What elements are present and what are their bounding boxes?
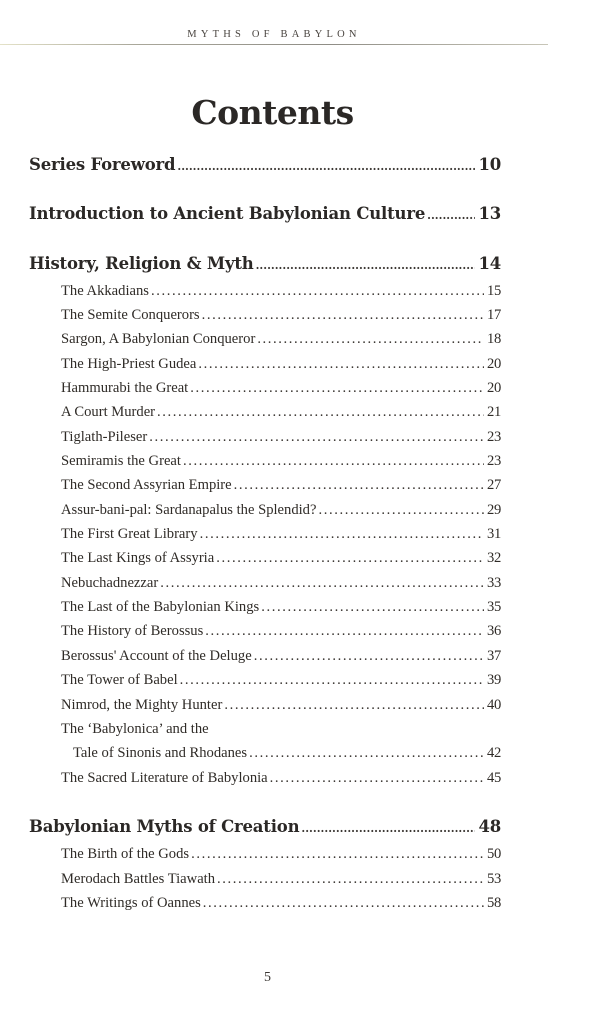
toc-subentry	[61, 307, 501, 324]
toc-subentry	[61, 356, 501, 373]
dot-leader	[256, 259, 476, 272]
toc-entry-page-number: 42	[487, 745, 501, 761]
toc-entry-title: The Akkadians	[61, 283, 149, 299]
page-number: 5	[264, 970, 271, 985]
toc-section-entry	[29, 254, 501, 273]
toc-subentry	[61, 429, 501, 446]
toc-subentry	[61, 380, 501, 397]
toc-entry-title: Merodach Battles Tiawath	[61, 871, 216, 887]
dot-leader	[160, 575, 484, 592]
toc-entry-page-number: 18	[487, 331, 501, 347]
dot-leader	[318, 502, 484, 519]
dot-leader	[261, 599, 484, 616]
dot-leader	[203, 895, 484, 912]
toc-entry-title: Tiglath-Pileser	[61, 429, 148, 445]
toc-entry-page-number: 20	[487, 380, 501, 396]
toc-entry-title: Berossus' Account of the Deluge	[61, 648, 252, 664]
toc-entry-title: The History of Berossus	[61, 623, 204, 639]
toc-entry-title: The Semite Conquerors	[61, 307, 200, 323]
toc-subentry	[61, 502, 501, 519]
toc-entry-page-number: 31	[487, 526, 501, 542]
toc-entry-page-number: 50	[487, 846, 501, 862]
toc-subentry	[61, 895, 501, 912]
toc-subentry	[61, 648, 501, 665]
toc-entry-page-number: 23	[487, 453, 501, 469]
toc-subentry	[61, 453, 501, 470]
dot-leader	[224, 697, 484, 714]
toc-entry-title: Introduction to Ancient Babylonian Culture	[29, 204, 426, 223]
dot-leader	[177, 160, 475, 173]
toc-entry-page-number: 20	[487, 356, 501, 372]
toc-entry-title: The ‘Babylonica’ and the	[61, 721, 209, 737]
dot-leader	[217, 871, 484, 888]
toc-section-entry	[29, 817, 501, 836]
toc-entry-title: The Birth of the Gods	[61, 846, 190, 862]
toc-section-entry	[29, 155, 501, 174]
dot-leader	[200, 526, 484, 543]
toc-entry-page-number: 37	[487, 648, 501, 664]
dot-leader	[234, 477, 484, 494]
toc-subentry	[61, 721, 501, 738]
toc-subentry	[61, 404, 501, 421]
toc-entry-page-number: 58	[487, 895, 501, 911]
dot-leader	[157, 404, 484, 421]
toc-section-entry	[29, 204, 501, 223]
toc-entry-title: History, Religion & Myth	[29, 254, 254, 273]
toc-entry-title: The Last Kings of Assyria	[61, 550, 215, 566]
toc-subentry	[61, 770, 501, 787]
toc-entry-page-number: 36	[487, 623, 501, 639]
dot-leader	[270, 770, 484, 787]
toc-entry-title: The Sacred Literature of Babylonia	[61, 770, 268, 786]
dot-leader	[301, 822, 475, 835]
toc-entry-page-number: 45	[487, 770, 501, 786]
toc-entry-page-number: 17	[487, 307, 501, 323]
toc-entry-page-number: 21	[487, 404, 501, 420]
toc-entry-page-number: 10	[478, 155, 501, 174]
dot-leader	[216, 550, 484, 567]
dot-leader	[183, 453, 484, 470]
header-rule-divider	[0, 44, 548, 45]
toc-subentry	[61, 331, 501, 348]
toc-entry-title: The High-Priest Gudea	[61, 356, 197, 372]
toc-entry-page-number: 39	[487, 672, 501, 688]
toc-entry-title: Tale of Sinonis and Rhodanes	[73, 745, 248, 761]
toc-entry-page-number: 48	[478, 817, 501, 836]
toc-subentry	[61, 599, 501, 616]
dot-leader	[427, 209, 475, 222]
dot-leader	[180, 672, 484, 689]
dot-leader	[151, 283, 484, 300]
toc-entry-page-number: 29	[487, 502, 501, 518]
toc-entry-title: Hammurabi the Great	[61, 380, 189, 396]
toc-entry-title: Babylonian Myths of Creation	[29, 817, 300, 836]
toc-subentry	[73, 745, 501, 762]
toc-entry-title: The Tower of Babel	[61, 672, 178, 688]
toc-subentry	[61, 846, 501, 863]
toc-subentry	[61, 550, 501, 567]
toc-entry-title: The First Great Library	[61, 526, 198, 542]
dot-leader	[191, 846, 484, 863]
page-title: Contents	[191, 93, 354, 132]
toc-entry-page-number: 14	[478, 254, 501, 273]
dot-leader	[198, 356, 484, 373]
dot-leader	[149, 429, 484, 446]
toc-entry-title: The Second Assyrian Empire	[61, 477, 232, 493]
dot-leader	[190, 380, 484, 397]
toc-entry-title: Nebuchadnezzar	[61, 575, 159, 591]
dot-leader	[205, 623, 484, 640]
toc-entry-title: A Court Murder	[61, 404, 156, 420]
dot-leader	[202, 307, 484, 324]
toc-entry-title: Sargon, A Babylonian Conqueror	[61, 331, 256, 347]
toc-subentry	[61, 697, 501, 714]
toc-subentry	[61, 575, 501, 592]
dot-leader	[249, 745, 484, 762]
dot-leader	[254, 648, 484, 665]
toc-entry-page-number: 27	[487, 477, 501, 493]
toc-entry-title: Nimrod, the Mighty Hunter	[61, 697, 223, 713]
toc-entry-page-number: 15	[487, 283, 501, 299]
toc-entry-page-number: 32	[487, 550, 501, 566]
dot-leader	[257, 331, 484, 348]
toc-entry-title: Semiramis the Great	[61, 453, 181, 469]
toc-subentry	[61, 672, 501, 689]
toc-subentry	[61, 477, 501, 494]
toc-subentry	[61, 623, 501, 640]
toc-entry-page-number: 33	[487, 575, 501, 591]
toc-entry-page-number: 23	[487, 429, 501, 445]
toc-entry-title: Series Foreword	[29, 155, 176, 174]
toc-entry-page-number: 53	[487, 871, 501, 887]
running-head: MYTHS OF BABYLON	[187, 29, 361, 40]
toc-entry-page-number: 40	[487, 697, 501, 713]
toc-subentry	[61, 526, 501, 543]
toc-entry-title: Assur-bani-pal: Sardanapalus the Splendid?	[61, 502, 317, 518]
toc-subentry	[61, 283, 501, 300]
toc-entry-page-number: 13	[478, 204, 501, 223]
toc-entry-title: The Last of the Babylonian Kings	[61, 599, 260, 615]
toc-entry-page-number: 35	[487, 599, 501, 615]
toc-subentry	[61, 871, 501, 888]
toc-entry-title: The Writings of Oannes	[61, 895, 201, 911]
